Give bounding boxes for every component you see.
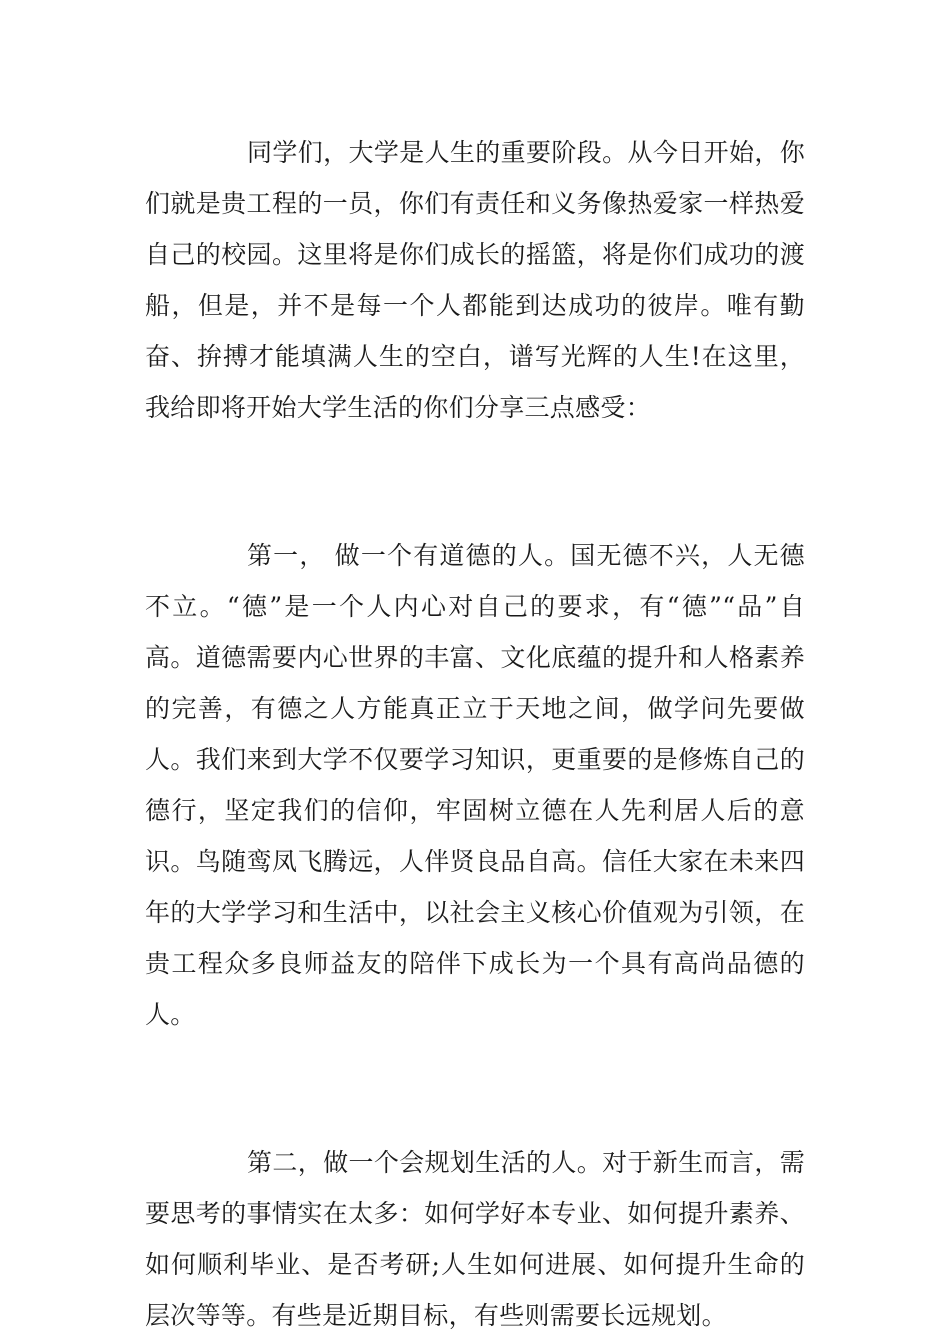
paragraph-intro: 同学们，大学是人生的重要阶段。从今日开始，你们就是贵工程的一员，你们有责任和义务像热爱家一样热爱自己的校园。这里将是你们成长的摇篮，将是你们成功的渡船，但是，并不是每一个人都能到达成功的彼岸。唯有勤奋、拚搏才能填满人生的空白，谱写光辉的人生!在这里，我给即将开始大学生活的你们分享三点感受： — [145, 138, 805, 422]
paragraph-first-point: 第一， 做一个有道德的人。国无德不兴，人无德不立。“德”是一个人内心对自己的要求，有“德”“品”自高。道德需要内心世界的丰富、文化底蕴的提升和人格素养的完善，有德之人方能真正立于天地之间，做学问先要做人。我们来到大学不仅要学习知识，更重要的是修炼自己的德行，坚定我们的信仰，牢固树立德在人先利居人后的意识。鸟随鸾凤飞腾远，人伴贤良品自高。信任大家在未来四年的大学学习和生活中，以社会主义核心价值观为引领，在贵工程众多良师益友的陪伴下成长为一个具有高尚品德的人。 — [145, 541, 805, 1029]
document-page — [145, 127, 805, 1341]
paragraph-second-point: 第二，做一个会规划生活的人。对于新生而言，需要思考的事情实在太多：如何学好本专业、如何提升素养、如何顺利毕业、是否考研;人生如何进展、如何提升生命的层次等等。有些是近期目标，有些则需要长远规划。 — [145, 1148, 805, 1330]
